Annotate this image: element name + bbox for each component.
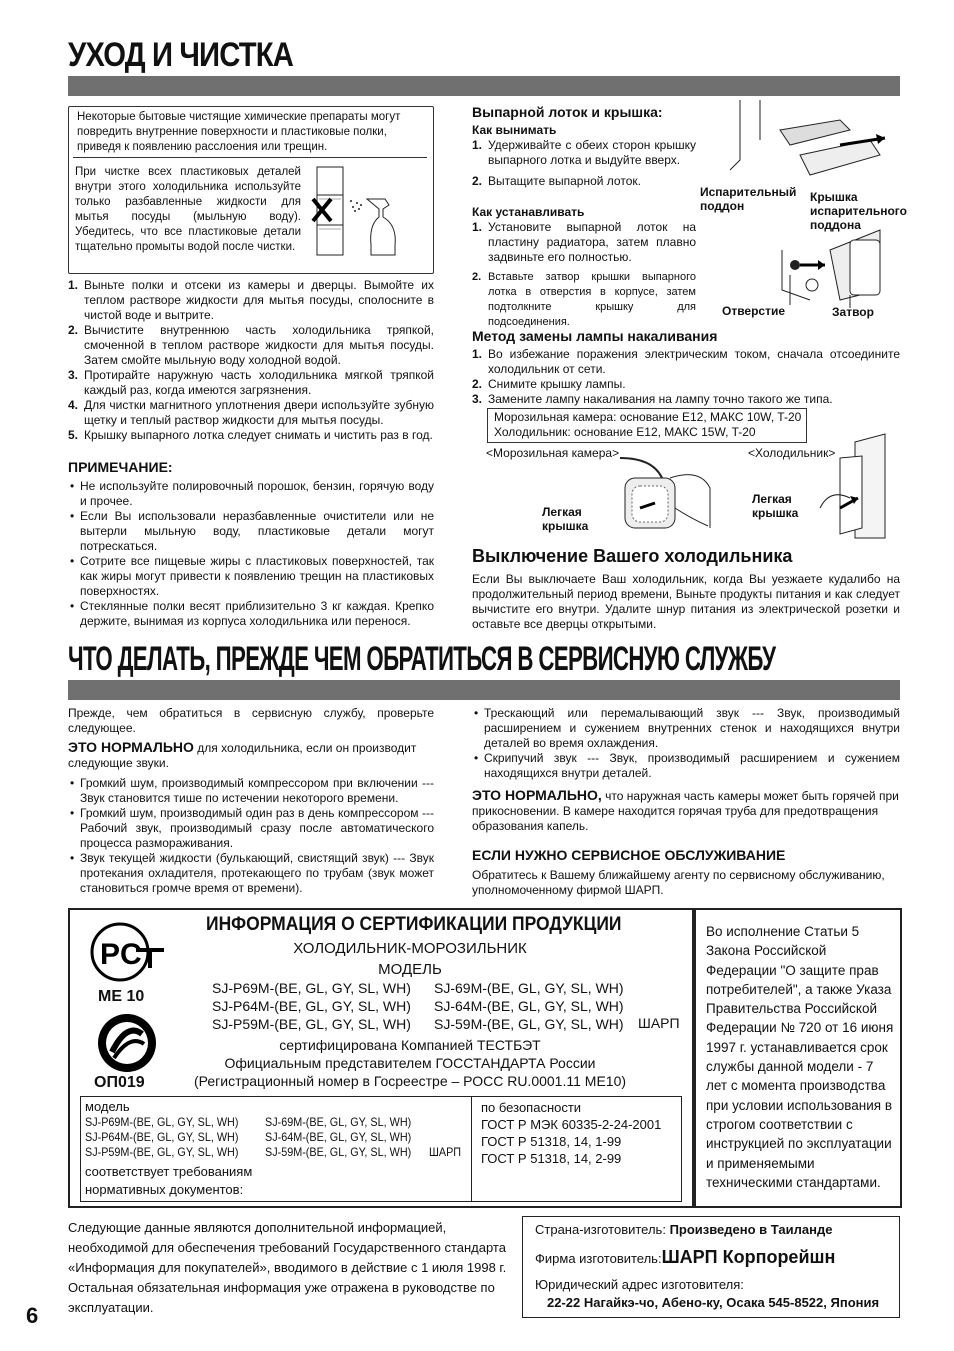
lamp-step: 2. Снимите крышку лампы. (472, 377, 626, 391)
sound-item: • Громкий шум, производимый один раз в день компрессором --- Рабочий звук, производимый сразу после автоматического процесса размораживания. (68, 806, 434, 851)
label-tray-cover: Крышка испарительного поддона (810, 190, 907, 232)
cert-brand: ШАРП (638, 1015, 680, 1031)
care-step: 2. Вычистите внутреннюю часть холодильника тряпкой, смоченной в теплом растворе жидкости для мытья посуды. Затем смойте мыльную воду холодной водой. (68, 323, 434, 367)
service-title: ЧТО ДЕЛАТЬ, ПРЕЖДЕ ЧЕМ ОБРАТИТЬСЯ В СЕРВИСНУЮ СЛУЖБУ (68, 640, 776, 678)
complies-line: нормативных документов: (85, 1182, 244, 1197)
tray-install-step: 1. Установите выпарной лоток на пластину радиатора, затем плавно задвиньте его полностью. (472, 220, 696, 264)
light-cover-label-freezer: Легкая крышка (542, 505, 589, 533)
lamp-spec-fridge: Холодильник: основание E12, МАКС 15W, T-20 (494, 425, 756, 439)
note-title: ПРИМЕЧАНИЕ: (68, 459, 173, 475)
country-line (535, 1222, 832, 1237)
care-title: УХОД И ЧИСТКА (68, 36, 293, 74)
freezer-label: <Морозильная камера> (486, 446, 620, 460)
safety-block (481, 1099, 661, 1167)
cert-small-box (80, 1096, 682, 1202)
firm-label: Фирма изготовитель: (535, 1251, 662, 1266)
cert-reg: (Регистрационный номер в Госреестре – РОСС RU.0001.11 МЕ10) (193, 1073, 627, 1089)
warning-divider (73, 157, 427, 158)
firm-line (535, 1247, 835, 1268)
gost-item: ГОСТ Р МЭК 60335-2-24-2001 (481, 1117, 662, 1132)
manufacturer-box (522, 1216, 900, 1318)
sound-item: • Трескающий или перемалывающий звук --- Звук, производимый расширением и сужением внутренних стенок и находящихся внутри деталей во время охлаждения. (472, 706, 900, 751)
normal2-head: ЭТО НОРМАЛЬНО, (472, 787, 602, 803)
cert-models-left (212, 979, 411, 1033)
tray-install-steps (472, 220, 696, 330)
cert-model: SJ-P69M-(BE, GL, GY, SL, WH) (212, 980, 411, 996)
cert-authority (193, 1036, 627, 1090)
sounds-left-list (68, 776, 434, 896)
complies-line: соответствует требованиям (85, 1164, 253, 1179)
cert-model: SJ-P64M-(BE, GL, GY, SL, WH) (212, 998, 411, 1014)
small-brand: ШАРП (429, 1145, 462, 1159)
tray-remove-step: 1. Удерживайте с обеих сторон крышку выпарного лотка и выдуйте вверх. (472, 138, 696, 167)
lamp-spec-box (487, 408, 807, 443)
fridge-label: <Холодильник> (748, 446, 836, 460)
cert-certified: сертифицирована Компанией ТЕСТБЭТ (279, 1037, 541, 1053)
switchoff-text: Если Вы выключаете Ваш холодильник, когда Вы уезжаете кудалибо на продолжительный период времени, Выньте продукты питания и как следует вычистите его внутри. Удалите шнур питания из электрической розетки и оставьте все дверцы открытыми. (472, 572, 900, 631)
small-complies (85, 1163, 252, 1199)
law-box (694, 908, 902, 1208)
additional-info: Следующие данные являются дополнительной информацией, необходимой для обеспечения требований Государственного стандарта «Информация для покупателей», вводимого в действие с 1 июля 1998 г. Остальная обязательная информация уже отражена в руководстве по эксплуатации. (68, 1220, 507, 1315)
normal1-head: ЭТО НОРМАЛЬНО (68, 739, 194, 755)
small-models-left (85, 1115, 238, 1160)
svg-text:P: P (100, 938, 121, 971)
care-step: 4. Для чистки магнитного уплотнения двери используйте зубную щетку и теплый раствор жидкости для мытья посуды. (68, 398, 434, 427)
care-step: 5. Крышку выпарного лотка следует снимать и чистить раз в год. (68, 428, 433, 442)
small-model: SJ-P64M-(BE, GL, GY, SL, WH) (85, 1130, 239, 1144)
care-title-bar (68, 76, 900, 96)
lamp-steps (472, 347, 900, 407)
label-evaporator-tray: Испарительный поддон (700, 185, 797, 213)
small-model: SJ-P59M-(BE, GL, GY, SL, WH) (85, 1145, 239, 1159)
gost-item: ГОСТ Р 51318, 14, 1-99 (481, 1134, 622, 1149)
note-item: • Не используйте полировочный порошок, бензин, горячую воду и прочее. (68, 479, 434, 509)
service-title-bar (68, 680, 900, 700)
pct-mark-icon (90, 920, 170, 986)
me10-label: ME 10 (98, 988, 145, 1005)
country-value: Произведено в Таиланде (669, 1222, 833, 1237)
note-item: • Если Вы использовали неразбавленные очистители или не вытерли мыльную воду, пластиковые детали могут потрескаться. (68, 509, 434, 554)
need-service-title: ЕСЛИ НУЖНО СЕРВИСНОЕ ОБСЛУЖИВАНИЕ (472, 847, 786, 863)
tray-remove-steps (472, 138, 696, 189)
safety-label: по безопасности (481, 1100, 582, 1115)
country-label: Страна-изготовитель: (535, 1222, 670, 1237)
service-intro: Прежде, чем обратиться в сервисную службу, проверьте следующее. (68, 706, 434, 735)
note-item: • Стеклянные полки весят приблизительно 3 кг каждая. Крепко держите, вынимая из корпуса холодильника или перенося. (68, 599, 434, 629)
sound-item: • Скрипучий звук --- Звук, производимый расширением и сужением находящихся внутри деталей. (472, 751, 900, 781)
gost-item: ГОСТ Р 51318, 14, 2-99 (481, 1151, 622, 1166)
tray-install-title: Как устанавливать (472, 205, 585, 219)
lamp-title: Метод замены лампы накаливания (472, 328, 718, 344)
care-step: 3. Протирайте наружную часть холодильника мягкой тряпкой каждый раз, когда имеются загрязнения. (68, 368, 434, 397)
firm-value: ШАРП Корпорейшн (661, 1247, 836, 1267)
law-text: Во исполнение Статьи 5 Закона Российской Федерации "О защите прав потребителей", а также Указа Правительства Российской Федерации № 720 от 16 июня 1997 г. устанавливается срок службы данной модели - 7 лет с момента производства при условии использования в строгом соответствии с инструкцией по эксплуатации и применяемыми техническими стандартами. (706, 924, 894, 1190)
label-latch: Затвор (832, 305, 874, 319)
light-cover-label-fridge: Легкая крышка (752, 492, 799, 520)
certification-seal-icon (96, 1012, 158, 1074)
tray-remove-title: Как вынимать (472, 123, 557, 137)
note-item: • Сотрите все пищевые жиры с пластиковых поверхностей, так как жиры могут привести к появлению трещин на пластиковых поверхностях. (68, 554, 434, 599)
warning-top-text: Некоторые бытовые чистящие химические препараты могут повредить внутренние поверхности и пластиковые полки, приведя к появлению расслоения или трещин. (77, 111, 401, 153)
lamp-illustration (600, 448, 900, 544)
small-divider (471, 1097, 472, 1201)
normal1-block (68, 740, 434, 771)
cert-official: Официальным представителем ГОССТАНДАРТА России (224, 1055, 596, 1071)
switchoff-title: Выключение Вашего холодильника (472, 546, 793, 566)
normal2-block (472, 788, 900, 834)
lamp-step: 1. Во избежание поражения электрическим током, сначала отсоедините холодильник от сети. (472, 347, 900, 376)
cert-model-word: МОДЕЛЬ (378, 961, 442, 978)
warning-body-text: При чистке всех пластиковых деталей внутри этого холодильника используйте только разбавленные жидкости для мытья посуды (мыльную воду). Убедитесь, что все пластиковые детали тщательно промыты водой после чистки. (75, 166, 301, 253)
sounds-right-list (472, 706, 900, 781)
cert-model: SJ-64M-(BE, GL, GY, SL, WH) (434, 998, 624, 1014)
need-service-text: Обратитесь к Вашему ближайшему агенту по сервисному обслуживанию, уполномоченному фирмой ШАРП. (472, 868, 885, 897)
address-value: 22-22 Нагайкэ-чо, Абено-ку, Осака 545-8522, Япония (547, 1295, 880, 1310)
lamp-spec-freezer: Морозильная камера: основание E12, МАКС 10W, T-20 (494, 410, 802, 424)
op019-label: ОП019 (94, 1074, 145, 1091)
tray-remove-step: 2. Вытащите выпарной лоток. (472, 174, 641, 188)
cert-title: ИНФОРМАЦИЯ О СЕРТИФИКАЦИИ ПРОДУКЦИИ (206, 914, 622, 935)
label-hole: Отверстие (722, 304, 786, 318)
warning-box (68, 106, 434, 274)
small-model: SJ-P69M-(BE, GL, GY, SL, WH) (85, 1115, 239, 1129)
page-number: 6 (26, 1303, 39, 1328)
cert-model: SJ-59M-(BE, GL, GY, SL, WH) (434, 1016, 624, 1032)
svg-text:C: C (120, 938, 142, 971)
small-model: SJ-69M-(BE, GL, GY, SL, WH) (265, 1115, 412, 1129)
sound-item: • Громкий шум, производимый компрессором при включении --- Звук становится тише по истечении некоторого времени. (68, 776, 434, 806)
small-models-right (265, 1115, 411, 1160)
sound-item: • Звук текущей жидкости (булькающий, свистящий звук) --- Звук протекания охладителя, протекающего по трубам (звук может становиться громче время от времени). (68, 851, 434, 896)
note-list (68, 479, 434, 629)
address-label: Юридический адрес изготовителя: (535, 1277, 744, 1292)
small-model: SJ-64M-(BE, GL, GY, SL, WH) (265, 1130, 412, 1144)
lamp-step: 3. Замените лампу накаливания на лампу точно такого же типа. (472, 392, 833, 406)
cert-models-right (434, 979, 624, 1033)
care-steps (68, 278, 434, 443)
cert-box (68, 908, 694, 1208)
tray-install-step: 2. Вставьте затвор крышки выпарного лотка в отверстия в корпусе, затем подтолкните крышку для подсоединения. (472, 271, 696, 328)
normal2-tail: что наружная часть камеры может быть горячей при прикосновении. В камере находится горячая труба для предотвращения образования капель. (472, 789, 899, 833)
normal1-tail: для холодильника, если он производит следующие звуки. (68, 741, 417, 770)
small-model: SJ-59M-(BE, GL, GY, SL, WH) (265, 1145, 412, 1159)
cert-model: SJ-69M-(BE, GL, GY, SL, WH) (434, 980, 624, 996)
spray-bottle-icon (309, 165, 409, 259)
small-model-word: модель (85, 1099, 130, 1114)
cert-model: SJ-P59M-(BE, GL, GY, SL, WH) (212, 1016, 411, 1032)
cert-product: ХОЛОДИЛЬНИК-МОРОЗИЛЬНИК (293, 940, 527, 957)
tray-title: Выпарной лоток и крышка: (472, 104, 663, 120)
care-step: 1. Выньте полки и отсеки из камеры и дверцы. Вымойте их теплом растворе жидкости для мытья посуды, сполосните в чистой воде и вытрите. (68, 278, 434, 322)
